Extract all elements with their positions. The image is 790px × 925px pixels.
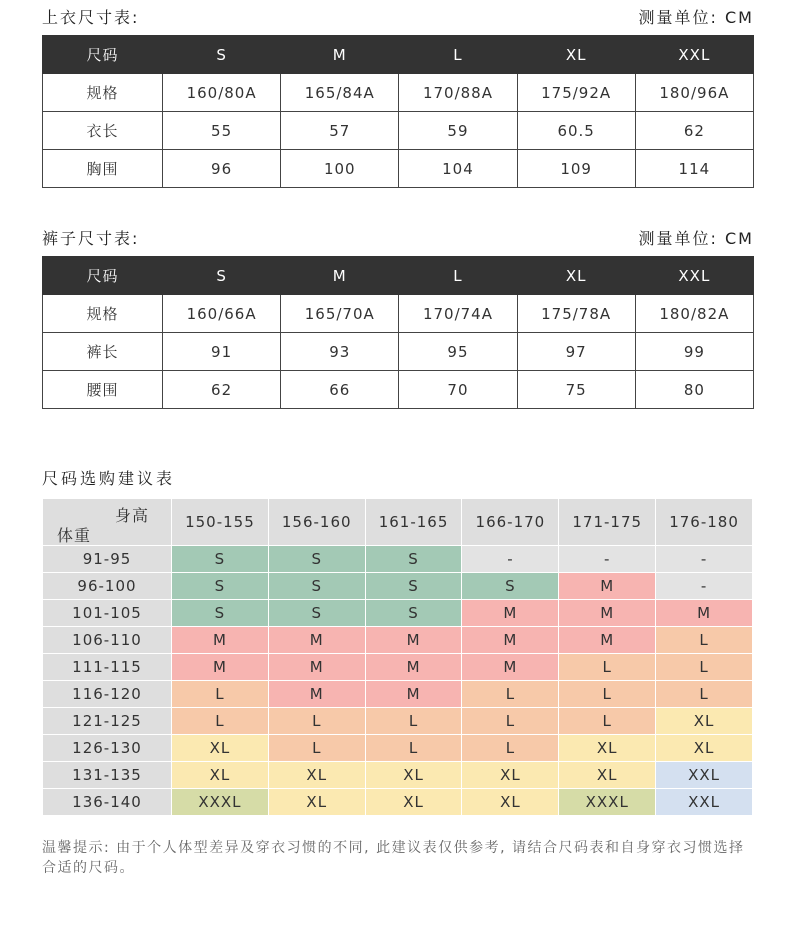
size-suggestion-cell: M xyxy=(365,627,462,654)
top-size-table xyxy=(42,35,754,188)
size-suggestion-cell: XL xyxy=(559,762,656,789)
weight-range-cell: 126-130 xyxy=(43,735,172,762)
table-cell: 66 xyxy=(281,371,399,409)
size-suggestion-cell: - xyxy=(559,546,656,573)
weight-range-cell: 116-120 xyxy=(43,681,172,708)
size-suggestion-cell: L xyxy=(268,708,365,735)
header-cell: M xyxy=(281,36,399,74)
table-cell: 胸围 xyxy=(43,150,163,188)
size-suggestion-cell: XL xyxy=(656,708,753,735)
height-label: 身高 xyxy=(115,506,150,525)
size-suggestion-cell: L xyxy=(268,735,365,762)
table-cell: 57 xyxy=(281,112,399,150)
table-cell: 规格 xyxy=(43,295,163,333)
recommend-row xyxy=(43,573,753,600)
table-cell: 62 xyxy=(635,112,753,150)
size-suggestion-cell: L xyxy=(462,708,559,735)
size-suggestion-cell: S xyxy=(172,573,269,600)
table-cell: 97 xyxy=(517,333,635,371)
header-cell: XL xyxy=(517,257,635,295)
table-row xyxy=(43,112,754,150)
size-suggestion-cell: XL xyxy=(462,789,559,816)
height-range-cell: 176-180 xyxy=(656,499,753,546)
size-suggestion-cell: XL xyxy=(365,789,462,816)
table-cell: 60.5 xyxy=(517,112,635,150)
table-row xyxy=(43,295,754,333)
recommend-row xyxy=(43,735,753,762)
table-cell: 衣长 xyxy=(43,112,163,150)
size-suggestion-cell: S xyxy=(268,573,365,600)
weight-range-cell: 106-110 xyxy=(43,627,172,654)
weight-range-cell: 111-115 xyxy=(43,654,172,681)
weight-range-cell: 136-140 xyxy=(43,789,172,816)
table-header-row xyxy=(43,257,754,295)
size-suggestion-cell: S xyxy=(268,546,365,573)
table-cell: 62 xyxy=(163,371,281,409)
header-cell: S xyxy=(163,257,281,295)
pants-table-header xyxy=(42,226,754,250)
size-suggestion-cell: XL xyxy=(172,735,269,762)
table-cell: 109 xyxy=(517,150,635,188)
top-table-header xyxy=(42,5,754,29)
size-suggestion-cell: M xyxy=(268,654,365,681)
table-cell: 91 xyxy=(163,333,281,371)
size-suggestion-cell: M xyxy=(462,654,559,681)
size-suggestion-cell: L xyxy=(172,681,269,708)
weight-range-cell: 96-100 xyxy=(43,573,172,600)
table-cell: 165/84A xyxy=(281,74,399,112)
header-cell: M xyxy=(281,257,399,295)
table-cell: 180/82A xyxy=(635,295,753,333)
header-cell: S xyxy=(163,36,281,74)
size-suggestion-cell: XL xyxy=(462,762,559,789)
table-cell: 175/78A xyxy=(517,295,635,333)
pants-table-title: 裤子尺寸表: xyxy=(42,229,140,248)
size-suggestion-cell: L xyxy=(559,654,656,681)
table-cell: 75 xyxy=(517,371,635,409)
size-suggestion-cell: S xyxy=(365,546,462,573)
recommend-row xyxy=(43,681,753,708)
tip-note: 温馨提示: 由于个人体型差异及穿衣习惯的不同, 此建议表仅供参考, 请结合尺码表和自身穿衣习惯选择合适的尺码。 xyxy=(42,840,745,876)
size-suggestion-cell: M xyxy=(268,681,365,708)
table-cell: 99 xyxy=(635,333,753,371)
header-cell: XXL xyxy=(635,257,753,295)
size-suggestion-cell: L xyxy=(172,708,269,735)
table-row xyxy=(43,74,754,112)
recommend-row xyxy=(43,762,753,789)
size-suggestion-cell: XXXL xyxy=(172,789,269,816)
size-suggestion-cell: S xyxy=(365,573,462,600)
header-cell: XL xyxy=(517,36,635,74)
header-cell: L xyxy=(399,36,517,74)
table-cell: 160/80A xyxy=(163,74,281,112)
weight-range-cell: 131-135 xyxy=(43,762,172,789)
size-suggestion-cell: L xyxy=(365,735,462,762)
size-suggestion-cell: XL xyxy=(268,789,365,816)
size-suggestion-cell: M xyxy=(559,600,656,627)
size-suggestion-cell: L xyxy=(559,708,656,735)
table-row xyxy=(43,371,754,409)
size-suggestion-cell: M xyxy=(559,627,656,654)
pants-size-table xyxy=(42,256,754,409)
size-suggestion-cell: M xyxy=(268,627,365,654)
top-table-title: 上衣尺寸表: xyxy=(42,8,140,27)
size-suggestion-cell: M xyxy=(365,681,462,708)
size-suggestion-cell: L xyxy=(559,681,656,708)
size-suggestion-cell: S xyxy=(462,573,559,600)
weight-range-cell: 91-95 xyxy=(43,546,172,573)
size-suggestion-cell: M xyxy=(462,627,559,654)
size-suggestion-cell: XXXL xyxy=(559,789,656,816)
table-cell: 93 xyxy=(281,333,399,371)
table-cell: 55 xyxy=(163,112,281,150)
weight-range-cell: 101-105 xyxy=(43,600,172,627)
size-suggestion-cell: M xyxy=(559,573,656,600)
table-cell: 95 xyxy=(399,333,517,371)
size-suggestion-cell: S xyxy=(172,600,269,627)
size-suggestion-cell: XL xyxy=(172,762,269,789)
size-suggestion-cell: - xyxy=(656,573,753,600)
recommend-row xyxy=(43,789,753,816)
height-range-cell: 156-160 xyxy=(268,499,365,546)
recommend-row xyxy=(43,627,753,654)
corner-cell xyxy=(43,499,172,546)
size-suggestion-cell: M xyxy=(656,600,753,627)
recommend-table xyxy=(42,498,753,816)
table-cell: 180/96A xyxy=(635,74,753,112)
recommend-row xyxy=(43,708,753,735)
table-cell: 104 xyxy=(399,150,517,188)
weight-label: 体重 xyxy=(57,526,92,545)
height-range-cell: 150-155 xyxy=(172,499,269,546)
size-suggestion-cell: L xyxy=(462,681,559,708)
weight-range-cell: 121-125 xyxy=(43,708,172,735)
size-suggestion-cell: XL xyxy=(656,735,753,762)
recommend-row xyxy=(43,600,753,627)
size-suggestion-cell: XXL xyxy=(656,789,753,816)
table-cell: 160/66A xyxy=(163,295,281,333)
size-suggestion-cell: L xyxy=(462,735,559,762)
recommend-body xyxy=(43,546,753,816)
size-suggestion-cell: XL xyxy=(268,762,365,789)
recommend-header-row xyxy=(43,499,753,546)
height-range-cell: 171-175 xyxy=(559,499,656,546)
table-cell: 100 xyxy=(281,150,399,188)
size-suggestion-cell: S xyxy=(268,600,365,627)
table-cell: 腰围 xyxy=(43,371,163,409)
table-row xyxy=(43,150,754,188)
table-cell: 裤长 xyxy=(43,333,163,371)
table-cell: 80 xyxy=(635,371,753,409)
size-suggestion-cell: XXL xyxy=(656,762,753,789)
header-cell: L xyxy=(399,257,517,295)
header-cell: 尺码 xyxy=(43,36,163,74)
header-cell: XXL xyxy=(635,36,753,74)
table-cell: 96 xyxy=(163,150,281,188)
size-suggestion-cell: XL xyxy=(559,735,656,762)
size-suggestion-cell: L xyxy=(656,627,753,654)
header-cell: 尺码 xyxy=(43,257,163,295)
size-suggestion-cell: L xyxy=(365,708,462,735)
size-suggestion-cell: S xyxy=(365,600,462,627)
size-suggestion-cell: L xyxy=(656,681,753,708)
table-cell: 170/74A xyxy=(399,295,517,333)
recommend-row xyxy=(43,546,753,573)
height-range-cell: 161-165 xyxy=(365,499,462,546)
size-suggestion-cell: S xyxy=(172,546,269,573)
table-cell: 114 xyxy=(635,150,753,188)
table-cell: 59 xyxy=(399,112,517,150)
size-suggestion-cell: - xyxy=(462,546,559,573)
size-suggestion-cell: M xyxy=(365,654,462,681)
recommend-title: 尺码选购建议表 xyxy=(42,469,176,488)
pants-table-unit: 测量单位: CM xyxy=(638,229,754,248)
size-suggestion-cell: XL xyxy=(365,762,462,789)
table-cell: 规格 xyxy=(43,74,163,112)
top-table-unit: 测量单位: CM xyxy=(638,8,754,27)
table-cell: 170/88A xyxy=(399,74,517,112)
table-cell: 175/92A xyxy=(517,74,635,112)
size-suggestion-cell: L xyxy=(656,654,753,681)
size-suggestion-cell: M xyxy=(462,600,559,627)
table-row xyxy=(43,333,754,371)
table-cell: 165/70A xyxy=(281,295,399,333)
size-suggestion-cell: - xyxy=(656,546,753,573)
size-suggestion-cell: M xyxy=(172,627,269,654)
height-range-cell: 166-170 xyxy=(462,499,559,546)
size-suggestion-cell: M xyxy=(172,654,269,681)
table-header-row xyxy=(43,36,754,74)
table-cell: 70 xyxy=(399,371,517,409)
recommend-row xyxy=(43,654,753,681)
